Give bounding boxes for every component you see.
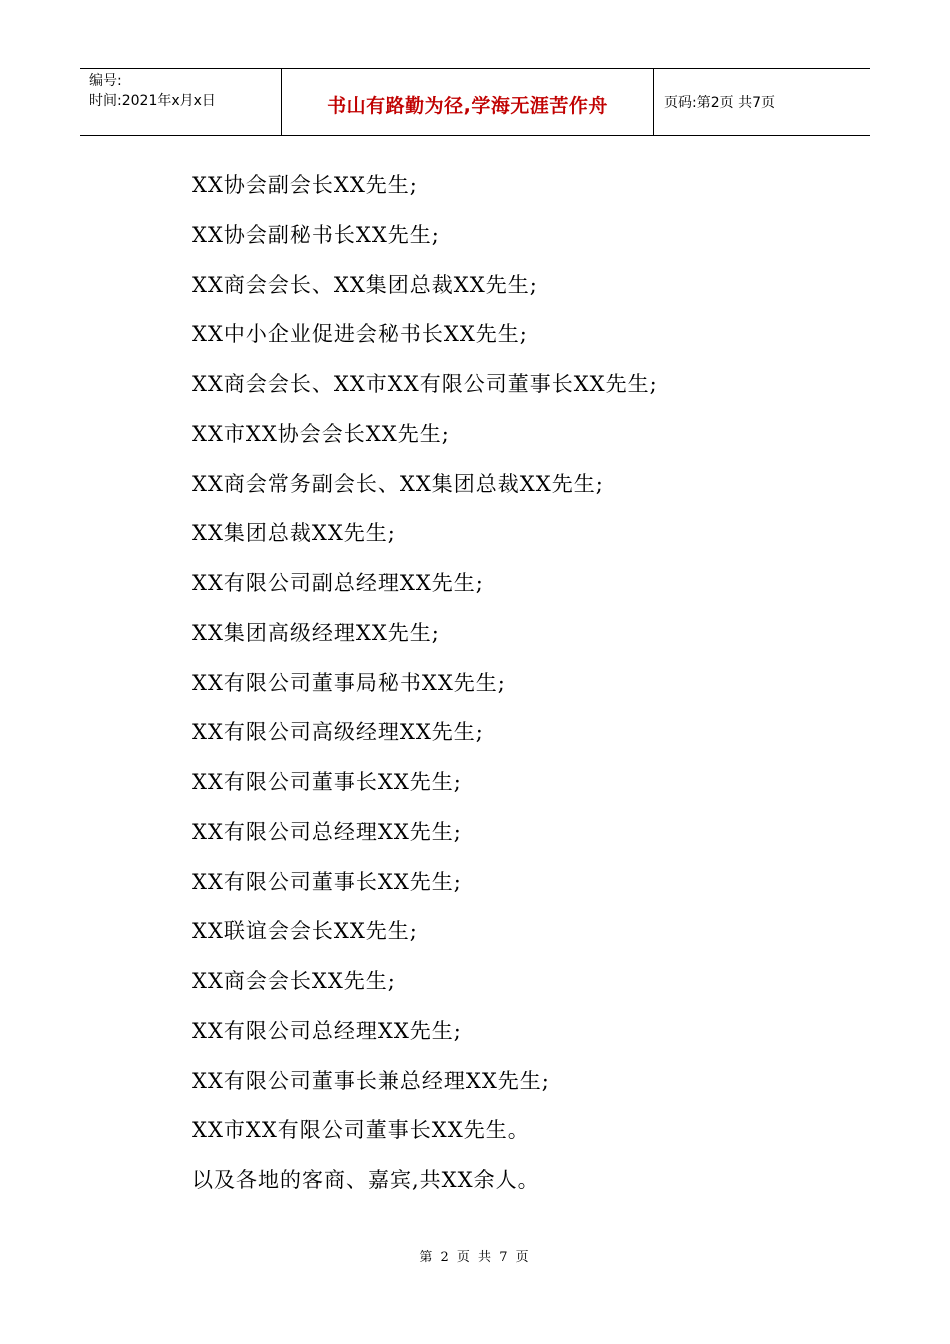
document-time-label: 时间:2021年x月x日: [89, 93, 216, 109]
document-number-label: 编号:: [89, 73, 122, 89]
header-page-number: 页码:第2页 共7页: [664, 95, 775, 111]
header-motto-cell: [282, 69, 654, 135]
header-info-cell: [80, 69, 282, 135]
attendee-list: [192, 161, 852, 1206]
page-header: [80, 68, 870, 136]
list-item: XX有限公司董事长XX先生;: [192, 869, 462, 894]
list-item: XX市XX协会会长XX先生;: [192, 421, 450, 446]
list-item: XX协会副秘书长XX先生;: [192, 222, 440, 247]
list-item: XX市XX有限公司董事长XX先生。: [192, 1118, 530, 1143]
list-item: XX有限公司董事局秘书XX先生;: [192, 670, 506, 695]
header-page-cell: [654, 69, 870, 135]
header-motto: 书山有路勤为径,学海无涯苦作舟: [327, 94, 608, 117]
list-item: XX协会副会长XX先生;: [192, 173, 418, 197]
list-item: XX联谊会会长XX先生;: [192, 919, 418, 944]
list-item: XX有限公司高级经理XX先生;: [192, 720, 484, 745]
closing-line: 以及各地的客商、嘉宾,共XX余人。: [192, 1168, 540, 1192]
list-item: XX有限公司总经理XX先生;: [192, 819, 462, 844]
list-item: XX有限公司董事长兼总经理XX先生;: [192, 1068, 550, 1093]
list-item: XX集团高级经理XX先生;: [192, 620, 440, 645]
list-item: XX有限公司总经理XX先生;: [192, 1018, 462, 1043]
list-item: XX有限公司副总经理XX先生;: [192, 571, 484, 595]
list-item: XX商会会长、XX集团总裁XX先生;: [192, 272, 538, 297]
list-item: XX有限公司董事长XX先生;: [192, 770, 462, 794]
list-item: XX商会会长、XX市XX有限公司董事长XX先生;: [192, 372, 658, 396]
list-item: XX商会会长XX先生;: [192, 969, 396, 993]
list-item: XX中小企业促进会秘书长XX先生;: [192, 322, 528, 347]
list-item: XX集团总裁XX先生;: [192, 521, 396, 546]
page-footer: 第 2 页 共 7 页: [419, 1250, 531, 1265]
list-item: XX商会常务副会长、XX集团总裁XX先生;: [192, 471, 604, 496]
